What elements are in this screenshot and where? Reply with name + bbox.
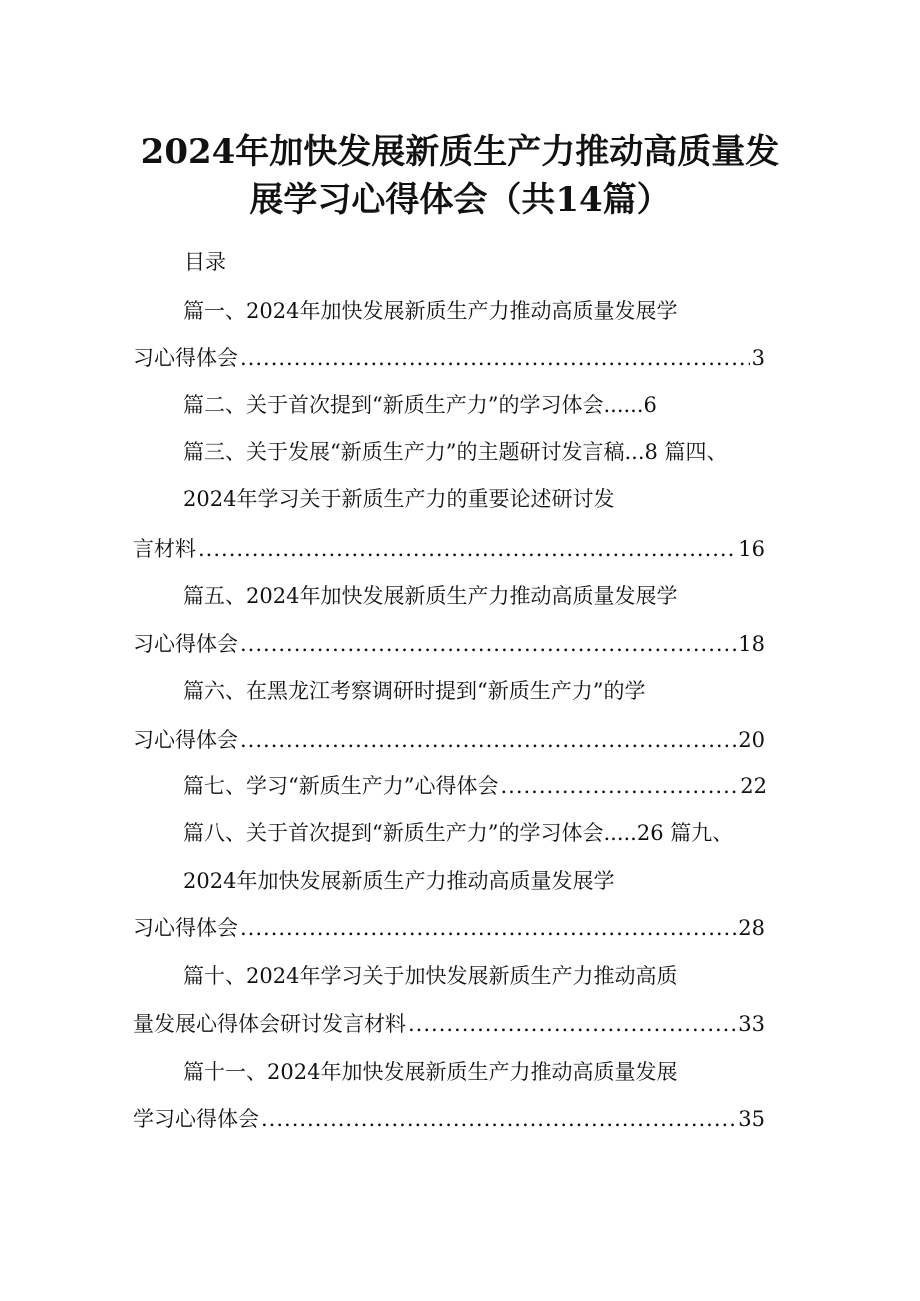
toc-entry-text[interactable]: 篇十、2024年学习关于加快发展新质生产力推动高质 — [183, 964, 678, 988]
dot-leader — [240, 725, 736, 755]
document-title-line-2: 展学习心得体会（共14篇） — [249, 180, 671, 220]
toc-entry-text: 习心得体会 — [133, 728, 238, 752]
toc-entry-leader-line[interactable] — [183, 771, 767, 801]
toc-entry-leader-line[interactable] — [133, 913, 765, 943]
toc-entry-text[interactable]: 2024年加快发展新质生产力推动高质量发展学 — [183, 869, 615, 893]
toc-page-number: 16 — [738, 537, 765, 561]
toc-page-number: ......6 — [603, 393, 657, 417]
toc-entry-text: 习心得体会 — [133, 916, 238, 940]
toc-page-number: 3 — [751, 346, 765, 370]
dot-leader — [408, 1009, 736, 1039]
toc-entry-text: 言材料 — [133, 537, 196, 561]
toc-entry-text[interactable]: 篇十一、2024年加快发展新质生产力推动高质量发展 — [183, 1060, 678, 1084]
dot-leader — [240, 629, 736, 659]
toc-entry-text: 学习心得体会 — [133, 1107, 259, 1131]
toc-page-number: 28 — [738, 916, 765, 940]
toc-entry-text: 量发展心得体会研讨发言材料 — [133, 1012, 406, 1036]
toc-entry-leader-line[interactable] — [133, 725, 765, 755]
toc-entry-leader-line[interactable] — [133, 1104, 765, 1134]
toc-page-number: 18 — [738, 632, 765, 656]
dot-leader — [261, 1104, 736, 1134]
toc-entry-text[interactable]: 篇六、在黑龙江考察调研时提到“新质生产力”的学 — [183, 679, 646, 703]
toc-entry-text: 篇七、学习“新质生产力”心得体会 — [183, 774, 499, 798]
document-title-line-1: 2024年加快发展新质生产力推动高质量发 — [140, 132, 780, 172]
toc-entry-leader-line[interactable] — [133, 629, 765, 659]
toc-entry-text[interactable]: 篇一、2024年加快发展新质生产力推动高质量发展学 — [183, 299, 678, 323]
dot-leader — [500, 771, 738, 801]
toc-page-number: 33 — [738, 1012, 765, 1036]
toc-entry-text: 篇二、关于首次提到“新质生产力”的学习体会 — [183, 393, 604, 417]
toc-entry-text[interactable]: 篇三、关于发展“新质生产力”的主题研讨发言稿...8 篇四、 — [183, 440, 728, 464]
toc-page-number: 35 — [738, 1107, 765, 1131]
toc-entry-text: 习心得体会 — [133, 346, 238, 370]
toc-entry-leader-line[interactable] — [133, 1009, 765, 1039]
toc-entry-leader-line[interactable] — [133, 534, 765, 564]
dot-leader — [198, 534, 736, 564]
toc-entry-leader-line[interactable] — [133, 343, 765, 373]
dot-leader — [240, 343, 750, 373]
toc-entry-text[interactable]: 篇五、2024年加快发展新质生产力推动高质量发展学 — [183, 584, 678, 608]
toc-entry-line[interactable] — [183, 390, 657, 420]
toc-entry-text: 习心得体会 — [133, 632, 238, 656]
toc-heading: 目录 — [184, 250, 226, 274]
toc-entry-text[interactable]: 2024年学习关于新质生产力的重要论述研讨发 — [183, 487, 615, 511]
dot-leader — [240, 913, 736, 943]
toc-entry-text[interactable]: 篇八、关于首次提到“新质生产力”的学习体会.....26 篇九、 — [183, 821, 734, 845]
toc-page-number: 22 — [740, 774, 767, 798]
toc-page-number: 20 — [738, 728, 765, 752]
